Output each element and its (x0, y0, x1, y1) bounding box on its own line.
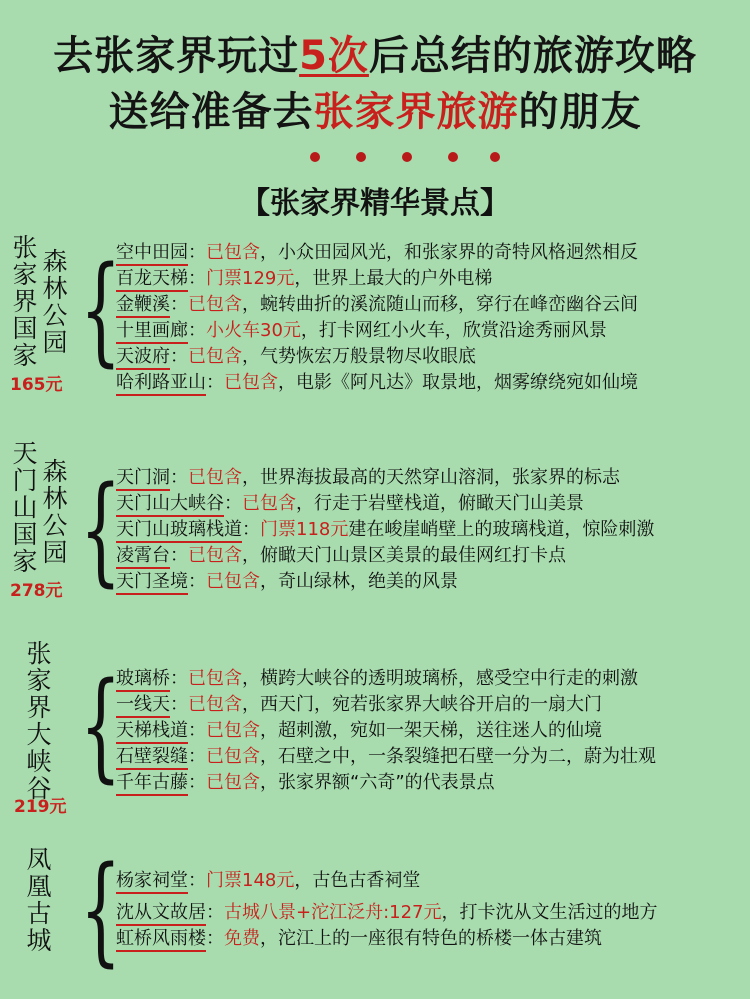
section-4-label-main: 凤凰古城 (26, 845, 52, 955)
list-item: 石壁裂缝：已包含，石壁之中，一条裂缝把石壁一分为二，蔚为壮观 (116, 744, 656, 770)
list-item: 天门山玻璃栈道：门票118元建在峻崖峭壁上的玻璃栈道，惊险刺激 (116, 517, 654, 543)
list-item: 天梯栈道：已包含，超刺激，宛如一架天梯，送往迷人的仙境 (116, 718, 602, 744)
list-item: 杨家祠堂：门票148元，古色古香祠堂 (116, 868, 420, 894)
list-item: 十里画廊：小火车30元，打卡网红小火车，欣赏沿途秀丽风景 (116, 318, 607, 344)
list-item: 天波府：已包含，气势恢宏万般景物尽收眼底 (116, 344, 476, 370)
list-item: 空中田园：已包含，小众田园风光，和张家界的奇特风格迥然相反 (116, 240, 638, 266)
title-highlight-count: 5次 (299, 33, 369, 79)
section-3-label-main: 张家界大峡谷 (26, 639, 52, 803)
list-item: 天门洞：已包含，世界海拔最高的天然穿山溶洞，张家界的标志 (116, 465, 620, 491)
section-1-price: 165元 (10, 375, 63, 395)
list-item: 沈从文故居：古城八景+沱江泛舟:127元，打卡沈从文生活过的地方 (116, 900, 658, 926)
title-highlight-place: 张家界旅游 (313, 89, 519, 135)
title-part-4: 的朋友 (518, 89, 642, 135)
section-4-brace-icon: { (80, 840, 122, 978)
page-title-line1 (0, 30, 750, 82)
section-2-label-main: 天门山国家 (12, 439, 38, 576)
page-title-line2 (0, 86, 750, 138)
section-2-label-sub: 森林公园 (42, 457, 68, 567)
decorative-dots (310, 150, 500, 164)
section-3-brace-icon: { (80, 656, 122, 794)
list-item: 一线天：已包含，西天门，宛若张家界大峡谷开启的一扇大门 (116, 692, 602, 718)
section-3-price: 219元 (14, 797, 67, 817)
list-item: 玻璃桥：已包含，横跨大峡谷的透明玻璃桥，感受空中行走的刺激 (116, 666, 638, 692)
section-2-price: 278元 (10, 581, 63, 601)
section-1-label-sub: 森林公园 (42, 247, 68, 357)
list-item: 百龙天梯：门票129元，世界上最大的户外电梯 (116, 266, 492, 292)
list-item: 金鞭溪：已包含，蜿转曲折的溪流随山而移，穿行在峰峦幽谷云间 (116, 292, 638, 318)
section-1-label-main: 张家界国家 (12, 233, 38, 370)
list-item: 千年古藤：已包含，张家界额“六奇”的代表景点 (116, 770, 495, 796)
title-part-3: 送给准备去 (108, 89, 314, 135)
section-2-brace-icon: { (80, 460, 122, 598)
list-item: 天门圣境：已包含，奇山绿林，绝美的风景 (116, 569, 458, 595)
section-subtitle: 【张家界精华景点】 (240, 186, 510, 221)
section-1-brace-icon: { (80, 240, 122, 378)
list-item: 虹桥风雨楼：免费，沱江上的一座很有特色的桥楼一体古建筑 (116, 926, 602, 952)
list-item: 哈利路亚山：已包含，电影《阿凡达》取景地，烟雾缭绕宛如仙境 (116, 370, 638, 396)
title-part-2: 后总结的旅游攻略 (368, 33, 697, 79)
list-item: 天门山大峡谷：已包含，行走于岩壁栈道，俯瞰天门山美景 (116, 491, 584, 517)
list-item: 凌霄台：已包含，俯瞰天门山景区美景的最佳网红打卡点 (116, 543, 566, 569)
title-part-1: 去张家界玩过 (53, 33, 300, 79)
